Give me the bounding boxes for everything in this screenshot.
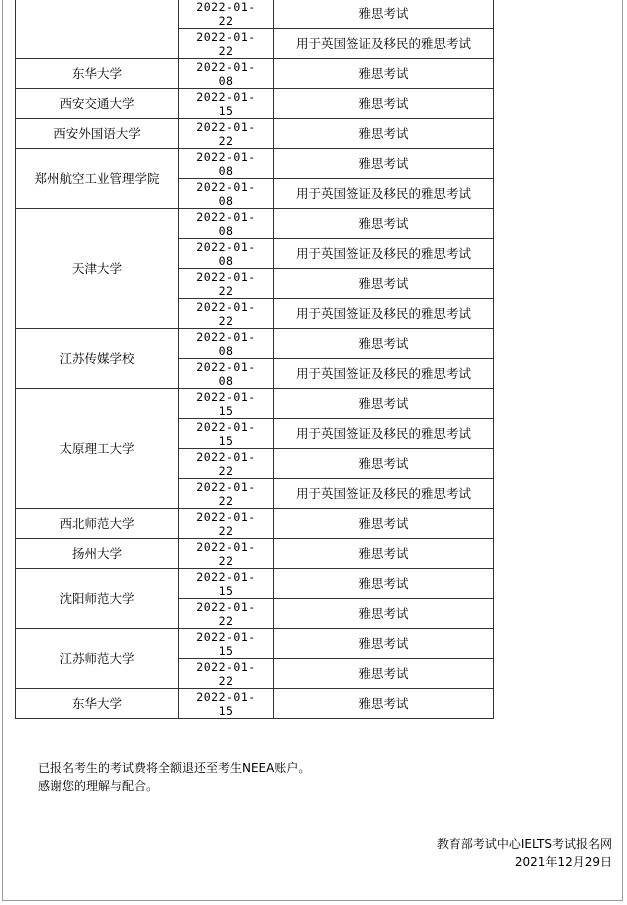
school-cell: 东华大学 bbox=[16, 59, 179, 89]
date-cell: 2022-01-22 bbox=[179, 509, 274, 539]
school-cell: 江苏师范大学 bbox=[16, 629, 179, 689]
exam-type-cell: 雅思考试 bbox=[274, 539, 494, 569]
date-cell: 2022-01-22 bbox=[179, 119, 274, 149]
table-row bbox=[16, 509, 494, 539]
date-cell: 2022-01-15 bbox=[179, 89, 274, 119]
date-cell: 2022-01-22 bbox=[179, 479, 274, 509]
exam-type-cell: 雅思考试 bbox=[274, 329, 494, 359]
exam-type-cell: 雅思考试 bbox=[274, 0, 494, 29]
exam-type-cell: 雅思考试 bbox=[274, 569, 494, 599]
exam-type-cell: 用于英国签证及移民的雅思考试 bbox=[274, 479, 494, 509]
date-cell: 2022-01-15 bbox=[179, 389, 274, 419]
exam-type-cell: 用于英国签证及移民的雅思考试 bbox=[274, 359, 494, 389]
exam-type-cell: 雅思考试 bbox=[274, 659, 494, 689]
table-row bbox=[16, 149, 494, 179]
date-cell: 2022-01-22 bbox=[179, 599, 274, 629]
table-row bbox=[16, 89, 494, 119]
date-cell: 2022-01-08 bbox=[179, 59, 274, 89]
table-row bbox=[16, 0, 494, 29]
exam-type-cell: 雅思考试 bbox=[274, 119, 494, 149]
exam-type-cell: 雅思考试 bbox=[274, 149, 494, 179]
date-cell: 2022-01-08 bbox=[179, 209, 274, 239]
date-cell: 2022-01-08 bbox=[179, 359, 274, 389]
school-cell: 西安外国语大学 bbox=[16, 119, 179, 149]
date-cell: 2022-01-15 bbox=[179, 689, 274, 719]
signature-date: 2021年12月29日 bbox=[514, 855, 612, 869]
date-cell: 2022-01-15 bbox=[179, 419, 274, 449]
date-cell: 2022-01-22 bbox=[179, 449, 274, 479]
refund-notice: 已报名考生的考试费将全额退还至考生NEEA账户。 bbox=[38, 761, 311, 775]
exam-cancellation-table bbox=[15, 0, 494, 719]
date-cell: 2022-01-15 bbox=[179, 569, 274, 599]
date-cell: 2022-01-08 bbox=[179, 149, 274, 179]
school-cell: 太原理工大学 bbox=[16, 389, 179, 509]
table-row bbox=[16, 209, 494, 239]
exam-type-cell: 雅思考试 bbox=[274, 89, 494, 119]
exam-type-cell: 雅思考试 bbox=[274, 449, 494, 479]
table-row bbox=[16, 59, 494, 89]
date-cell: 2022-01-22 bbox=[179, 299, 274, 329]
thanks-notice: 感谢您的理解与配合。 bbox=[38, 779, 159, 793]
exam-type-cell: 雅思考试 bbox=[274, 599, 494, 629]
exam-type-cell: 用于英国签证及移民的雅思考试 bbox=[274, 179, 494, 209]
exam-type-cell: 雅思考试 bbox=[274, 209, 494, 239]
exam-type-cell: 雅思考试 bbox=[274, 509, 494, 539]
school-cell: 西安交通大学 bbox=[16, 89, 179, 119]
school-cell bbox=[16, 0, 179, 59]
school-cell: 扬州大学 bbox=[16, 539, 179, 569]
school-cell: 郑州航空工业管理学院 bbox=[16, 149, 179, 209]
table-row bbox=[16, 329, 494, 359]
date-cell: 2022-01-22 bbox=[179, 29, 274, 59]
table-row bbox=[16, 629, 494, 659]
table-row bbox=[16, 389, 494, 419]
date-cell: 2022-01-15 bbox=[179, 629, 274, 659]
table-row bbox=[16, 689, 494, 719]
date-cell: 2022-01-22 bbox=[179, 0, 274, 29]
exam-type-cell: 用于英国签证及移民的雅思考试 bbox=[274, 29, 494, 59]
school-cell: 天津大学 bbox=[16, 209, 179, 329]
date-cell: 2022-01-08 bbox=[179, 239, 274, 269]
table-row bbox=[16, 119, 494, 149]
exam-type-cell: 雅思考试 bbox=[274, 269, 494, 299]
school-cell: 东华大学 bbox=[16, 689, 179, 719]
school-cell: 沈阳师范大学 bbox=[16, 569, 179, 629]
signature-org: 教育部考试中心IELTS考试报名网 bbox=[436, 837, 612, 851]
exam-type-cell: 雅思考试 bbox=[274, 59, 494, 89]
table-row bbox=[16, 569, 494, 599]
date-cell: 2022-01-22 bbox=[179, 269, 274, 299]
exam-type-cell: 雅思考试 bbox=[274, 389, 494, 419]
exam-type-cell: 用于英国签证及移民的雅思考试 bbox=[274, 419, 494, 449]
date-cell: 2022-01-08 bbox=[179, 329, 274, 359]
school-cell: 江苏传媒学校 bbox=[16, 329, 179, 389]
exam-type-cell: 用于英国签证及移民的雅思考试 bbox=[274, 239, 494, 269]
school-cell: 西北师范大学 bbox=[16, 509, 179, 539]
date-cell: 2022-01-22 bbox=[179, 659, 274, 689]
exam-type-cell: 雅思考试 bbox=[274, 689, 494, 719]
exam-type-cell: 用于英国签证及移民的雅思考试 bbox=[274, 299, 494, 329]
exam-type-cell: 雅思考试 bbox=[274, 629, 494, 659]
date-cell: 2022-01-22 bbox=[179, 539, 274, 569]
table-row bbox=[16, 539, 494, 569]
date-cell: 2022-01-08 bbox=[179, 179, 274, 209]
